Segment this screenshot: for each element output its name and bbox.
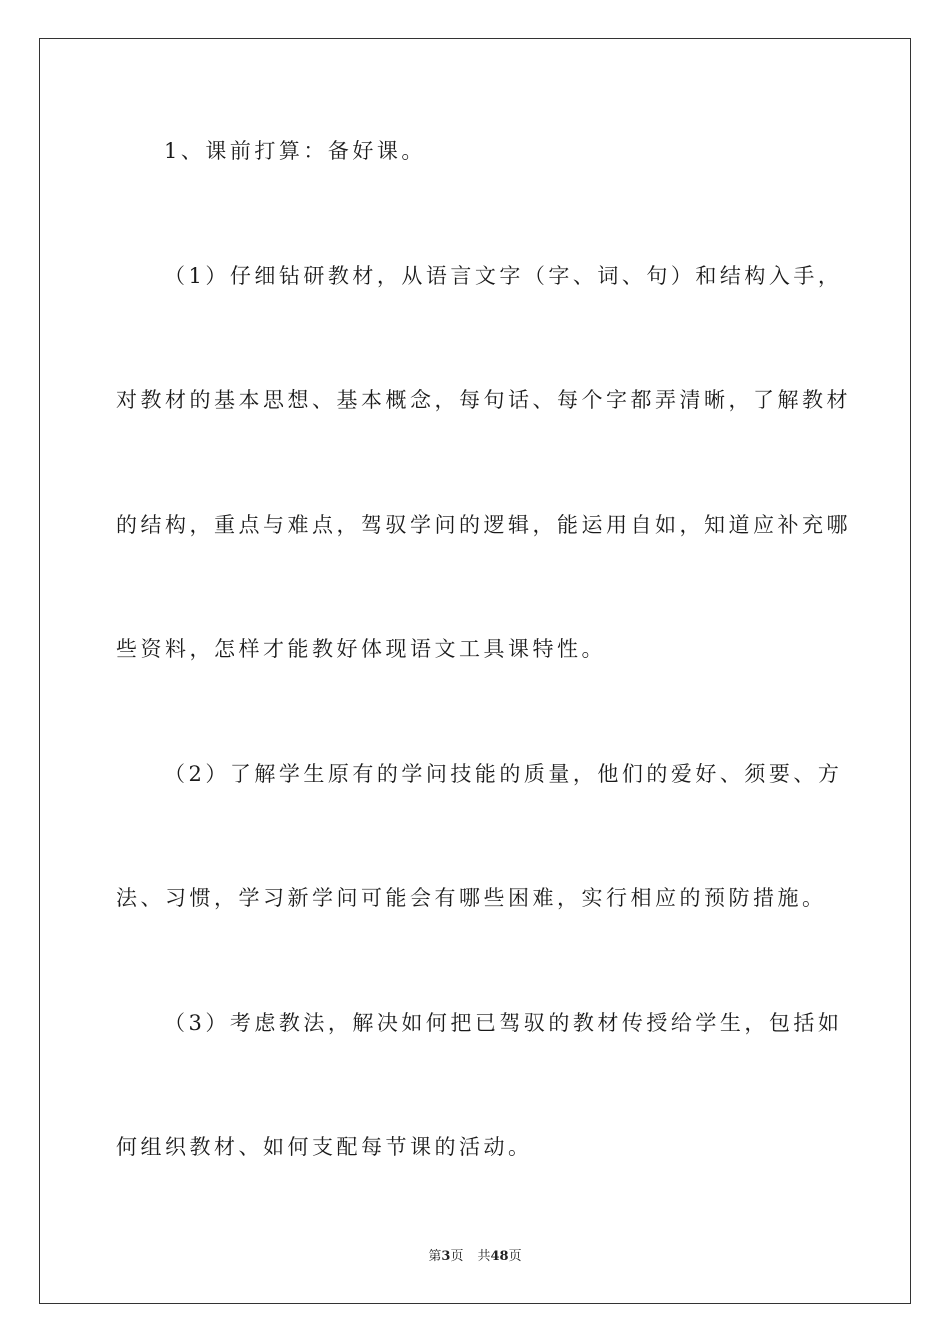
paragraph-line-2: （1）仔细钻研教材，从语言文字（字、词、句）和结构入手， [164,264,843,288]
footer-page-suffix: 页 [450,1249,464,1264]
paragraph-line-1: 1、课前打算：备好课。 [164,139,426,163]
paragraph-line-7: 法、习惯，学习新学问可能会有哪些困难，实行相应的预防措施。 [116,886,827,910]
page-border [39,38,911,1304]
paragraph-line-6: （2）了解学生原有的学问技能的质量，他们的爱好、须要、方 [164,762,843,786]
footer-total-prefix: 共 [477,1249,491,1264]
paragraph-line-8: （3）考虑教法，解决如何把已驾驭的教材传授给学生，包括如 [164,1011,843,1035]
footer-total-suffix: 页 [508,1249,522,1264]
footer-page-number: 3 [441,1249,451,1264]
paragraph-line-3: 对教材的基本思想、基本概念，每句话、每个字都弄清晰，了解教材 [116,388,851,412]
footer-total-pages: 48 [490,1249,509,1264]
paragraph-line-9: 何组织教材、如何支配每节课的活动。 [116,1135,533,1159]
paragraph-line-5: 些资料，怎样才能教好体现语文工具课特性。 [116,637,606,661]
footer-page-prefix: 第 [428,1249,442,1264]
paragraph-line-4: 的结构，重点与难点，驾驭学问的逻辑，能运用自如，知道应补充哪 [116,513,851,537]
page-footer [0,1249,950,1265]
